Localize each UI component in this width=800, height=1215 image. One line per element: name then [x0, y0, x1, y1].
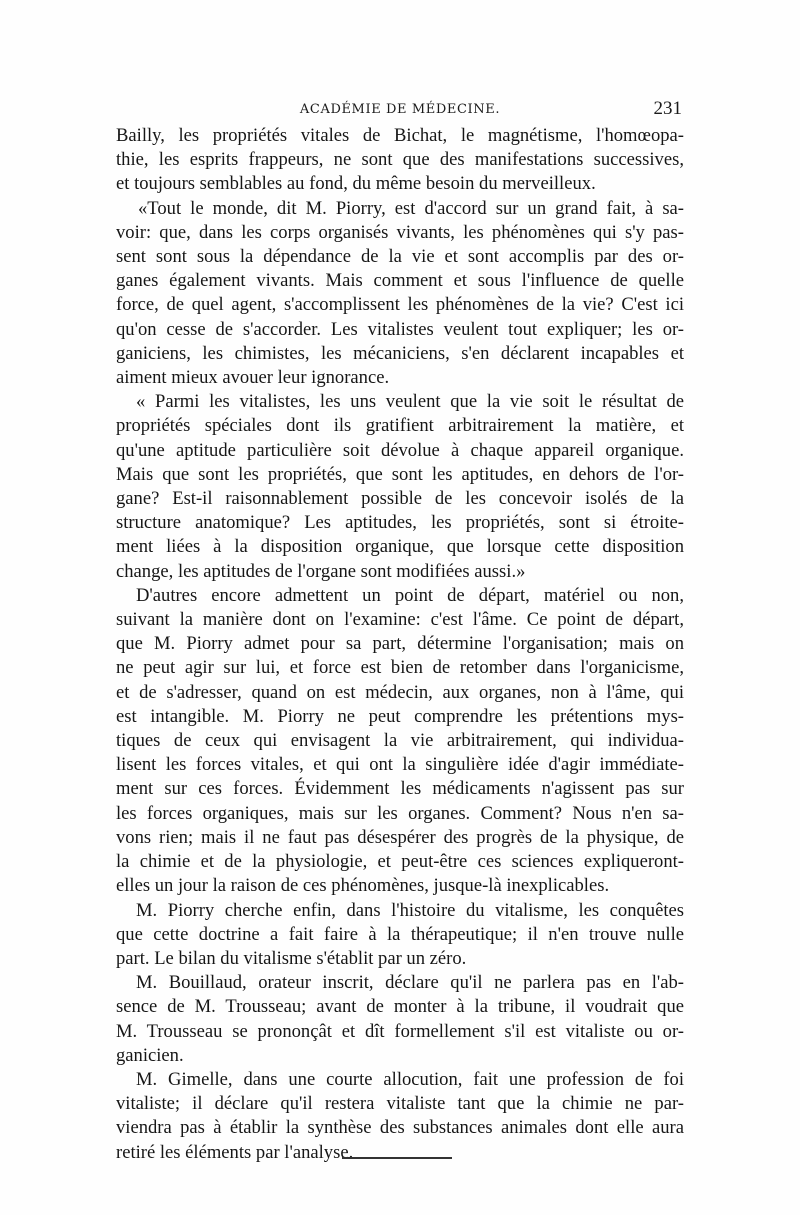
text-line: M. Bouillaud, orateur inscrit, déclare qu'il ne parlera pas en l'ab-: [136, 972, 684, 994]
paragraph-bouillaud: [116, 971, 684, 1068]
text-line: M. Trousseau se prononçât et dît formellement s'il est vitaliste ou or-: [116, 1020, 684, 1042]
text-line: tiques de ceux qui envisagent la vie arbitrairement, qui individua-: [116, 730, 684, 752]
text-line: Bailly, les propriétés vitales de Bichat, le magnétisme, l'homœopa-: [116, 125, 684, 146]
text-line: Mais que sont les propriétés, que sont les aptitudes, en dehors de l'or-: [116, 463, 684, 485]
text-line: est intangible. M. Piorry ne peut comprendre les prétentions mys-: [116, 705, 684, 727]
text-line: que M. Piorry admet pour sa part, détermine l'organisation; mais on: [116, 633, 684, 655]
running-title: ACADÉMIE DE MÉDECINE.: [299, 102, 501, 117]
text-line: propriétés spéciales dont ils gratifient arbitrairement la matière, et: [116, 415, 684, 437]
body-text: [116, 124, 684, 1165]
text-line: sent sont sous la dépendance de la vie et sont accomplis par des or-: [116, 246, 684, 268]
text-line: ne peut agir sur lui, et force est bien de retomber dans l'organicisme,: [116, 657, 684, 679]
text-line: thie, les esprits frappeurs, ne sont que des manifestations successives,: [116, 149, 684, 171]
text-line: sence de M. Trousseau; avant de monter à la tribune, il voudrait que: [116, 996, 684, 1018]
text-line: M. Piorry cherche enfin, dans l'histoire du vitalisme, les conquêtes: [136, 899, 684, 921]
page-header: [118, 98, 682, 122]
text-line: que cette doctrine a fait faire à la thérapeutique; il n'en trouve nulle: [116, 923, 684, 945]
text-line: qu'on cesse de s'accorder. Les vitalistes veulent tout expliquer; les or-: [116, 318, 684, 340]
text-line: ganicien.: [116, 1044, 184, 1066]
text-line: qu'une aptitude particulière soit dévolue à chaque appareil organique.: [116, 439, 684, 461]
text-line: ganiciens, les chimistes, les mécaniciens, s'en déclarent incapables et: [116, 342, 684, 364]
text-line: les forces organiques, mais sur les organes. Comment? Nous n'en sa-: [116, 802, 684, 824]
text-line: force, de quel agent, s'accomplissent les phénomènes de la vie? C'est ici: [116, 294, 684, 316]
text-line: la chimie et de la physiologie, et peut-être ces sciences expliqueront-: [116, 851, 684, 873]
text-line: lisent les forces vitales, et qui ont la singulière idée d'agir immédiate-: [116, 754, 684, 776]
text-line: suivant la manière dont on l'examine: c'est l'âme. Ce point de départ,: [116, 609, 684, 631]
text-line: ganes également vivants. Mais comment et sous l'influence de quelle: [116, 270, 684, 292]
paragraph-piorry-conclusion: [116, 899, 684, 972]
paragraph-piorry-quote-1: [116, 197, 684, 391]
text-line: et toujours semblables au fond, du même besoin du merveilleux.: [116, 173, 596, 195]
text-line: structure anatomique? Les aptitudes, les propriétés, sont si étroite-: [116, 512, 684, 534]
paragraph-autres: [116, 584, 684, 899]
text-line: retiré les éléments par l'analyse.: [116, 1141, 354, 1163]
text-line: aiment mieux avouer leur ignorance.: [116, 367, 390, 389]
text-line: gane? Est-il raisonnablement possible de les concevoir isolés de la: [116, 488, 684, 510]
text-line: ment sur ces forces. Évidemment les médicaments n'agissent pas sur: [116, 778, 684, 800]
text-line: M. Gimelle, dans une courte allocution, fait une profession de foi: [136, 1068, 684, 1090]
page-number: 231: [653, 98, 682, 119]
text-line: D'autres encore admettent un point de départ, matériel ou non,: [136, 584, 684, 606]
text-line: change, les aptitudes de l'organe sont modifiées aussi.»: [116, 560, 526, 582]
text-line: elles un jour la raison de ces phénomènes, jusque-là inexplicables.: [116, 875, 610, 897]
paragraph-continuation: [116, 124, 684, 197]
text-line: «Tout le monde, dit M. Piorry, est d'accord sur un grand fait, à sa-: [138, 197, 684, 219]
text-line: vitaliste; il déclare qu'il restera vitaliste tant que la chimie ne par-: [116, 1093, 684, 1115]
section-end-rule: [342, 1157, 452, 1159]
text-line: part. Le bilan du vitalisme s'établit par un zéro.: [116, 947, 467, 969]
paragraph-piorry-quote-2: [116, 390, 684, 584]
text-line: vons rien; mais il ne faut pas désespérer des progrès de la physique, de: [116, 826, 684, 848]
text-line: voir: que, dans les corps organisés vivants, les phénomènes qui s'y pas-: [116, 221, 684, 243]
text-line: « Parmi les vitalistes, les uns veulent que la vie soit le résultat de: [136, 391, 684, 413]
text-line: et de s'adresser, quand on est médecin, aux organes, non à l'âme, qui: [116, 681, 684, 703]
text-line: ment liées à la disposition organique, que lorsque cette disposition: [116, 536, 684, 558]
paragraph-gimelle: [116, 1068, 684, 1165]
text-line: viendra pas à établir la synthèse des substances animales dont elle aura: [116, 1117, 684, 1139]
